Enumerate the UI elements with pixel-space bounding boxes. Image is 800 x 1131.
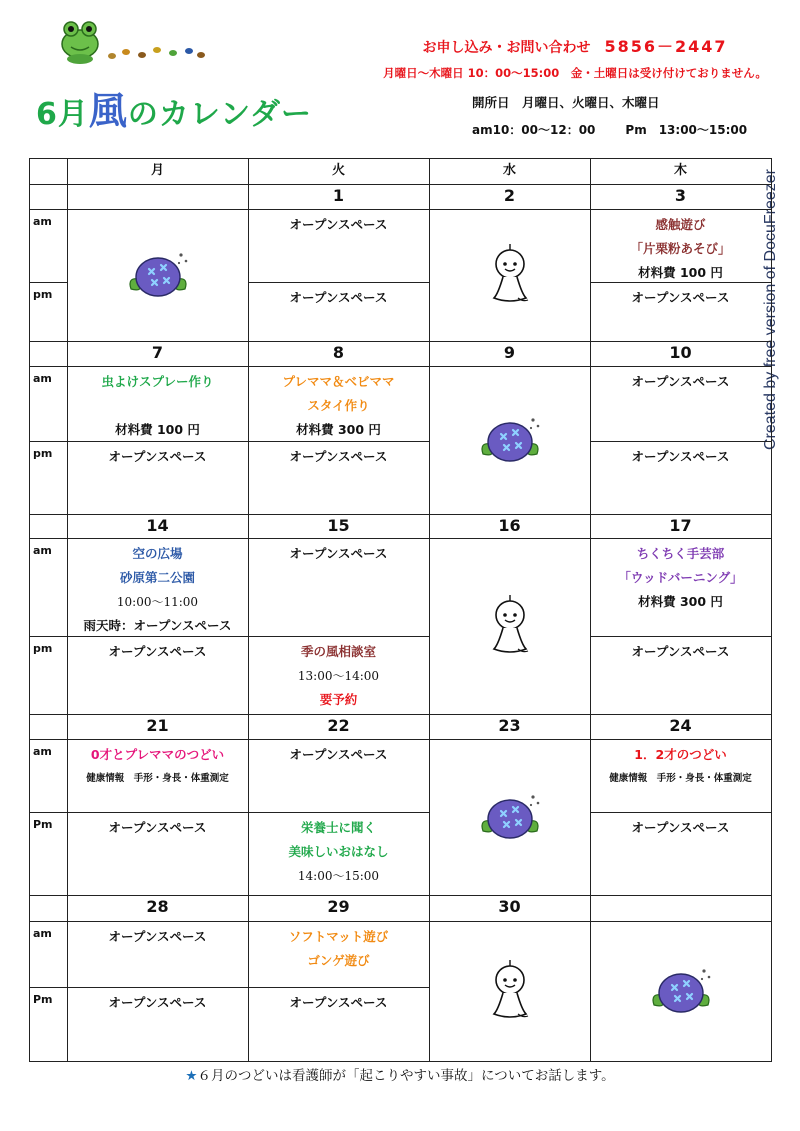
activity-line: オープンスペース: [289, 747, 388, 762]
weekday-header: 木: [673, 163, 687, 178]
pm-activity-cell: [590, 441, 771, 514]
pm-hours: Pm 13:00～15:00: [625, 123, 748, 137]
activity-line: 材料費 300 円: [638, 594, 723, 609]
footnote-text: ６月のつどいは看護師が「起こりやすい事故」についてお話します。: [197, 1068, 615, 1084]
day-number: 15: [327, 516, 350, 535]
pm-activity-cell: [67, 987, 248, 1061]
activity-line: 栄養士に聞く: [300, 820, 376, 835]
activity-line: ちくちく手芸部: [636, 546, 725, 561]
pm-activity-cell: [67, 812, 248, 895]
day-number: 24: [669, 716, 692, 735]
pm-activity-cell: [590, 812, 771, 895]
activity-line: ゴンゲ遊び: [307, 953, 370, 968]
day-number: 3: [674, 186, 687, 205]
grid-line-horizontal: [29, 636, 67, 637]
am-activity-cell: [248, 538, 429, 636]
frog-icon: [60, 14, 210, 76]
activity-line: プレママ＆ベビママ: [282, 374, 395, 389]
activity-line: 材料費 100 円: [115, 422, 200, 437]
activity-line: オープンスペース: [108, 820, 207, 835]
am-label: am: [33, 372, 52, 385]
am-activity-cell: [67, 921, 248, 987]
day-number: 10: [669, 343, 692, 362]
activity-line: オープンスペース: [631, 449, 730, 464]
am-label: am: [33, 215, 52, 228]
day-number: 28: [146, 897, 169, 916]
pm-label: pm: [33, 288, 53, 301]
activity-line: オープンスペース: [631, 374, 730, 389]
am-activity-cell: [590, 366, 771, 441]
activity-line: 虫よけスプレー作り: [101, 374, 214, 389]
activity-line: 健康情報 手形・身長・体重測定: [609, 773, 752, 784]
opening-hours: [472, 93, 747, 138]
day-number: 21: [146, 716, 169, 735]
day-number: 14: [146, 516, 169, 535]
pm-activity-cell: [248, 282, 429, 341]
activity-line: 砂原第二公園: [119, 570, 195, 585]
activity-line: オープンスペース: [289, 449, 388, 464]
activity-line: オープンスペース: [289, 546, 388, 561]
am-label: am: [33, 544, 52, 557]
am-label: am: [33, 745, 52, 758]
activity-line: オープンスペース: [289, 290, 388, 305]
title-kanji: 風: [88, 89, 128, 133]
star-icon: ★: [185, 1068, 198, 1084]
teru-teru-bozu-icon: [488, 244, 532, 310]
am-activity-cell: [590, 209, 771, 282]
day-number: 8: [332, 343, 345, 362]
grid-line-horizontal: [29, 987, 67, 988]
activity-line: 感触遊び: [655, 217, 706, 232]
grid-line-vertical: [771, 159, 772, 1061]
activity-line: 要予約: [319, 692, 358, 707]
activity-line: 1．2才のつどい: [634, 747, 727, 762]
hydrangea-icon: [648, 965, 714, 1021]
grid-line-horizontal: [29, 1061, 771, 1062]
phone-number: 5856－2447: [604, 37, 728, 56]
title-prefix: 6月: [36, 97, 89, 132]
am-activity-cell: [248, 921, 429, 987]
am-hours: am10：00～12：00: [472, 123, 596, 137]
pm-activity-cell: [248, 812, 429, 895]
page-title: [36, 80, 312, 135]
teru-teru-bozu-icon: [488, 960, 532, 1026]
day-number: 1: [332, 186, 345, 205]
activity-line: 0才とプレママのつどい: [90, 747, 225, 762]
activity-line: 雨天時：オープンスペース: [83, 618, 232, 633]
day-number: 23: [498, 716, 521, 735]
am-activity-cell: [67, 366, 248, 441]
am-activity-cell: [248, 366, 429, 441]
activity-line: 14:00～15:00: [297, 869, 380, 883]
activity-line: 「片栗粉あそび」: [630, 241, 731, 256]
day-number: 17: [669, 516, 692, 535]
day-number: 9: [503, 343, 516, 362]
am-activity-cell: [248, 209, 429, 282]
day-number: 30: [498, 897, 521, 916]
contact-info: [360, 34, 790, 81]
activity-line: オープンスペース: [108, 929, 207, 944]
activity-line: オープンスペース: [631, 820, 730, 835]
pm-activity-cell: [248, 987, 429, 1061]
pm-label: pm: [33, 447, 53, 460]
footnote: [0, 1064, 800, 1084]
activity-line: 材料費 300 円: [296, 422, 381, 437]
weekday-header: 月: [150, 163, 164, 178]
grid-line-horizontal: [29, 812, 67, 813]
am-activity-cell: [67, 538, 248, 636]
activity-line: 美味しいおはなし: [288, 844, 389, 859]
contact-label: お申し込み・お問い合わせ: [422, 40, 591, 56]
hydrangea-icon: [125, 249, 191, 305]
weekday-header: 水: [502, 163, 516, 178]
title-suffix: のカレンダー: [127, 97, 312, 132]
pm-activity-cell: [590, 636, 771, 714]
activity-line: オープンスペース: [108, 644, 207, 659]
teru-teru-bozu-icon: [488, 595, 532, 661]
day-number: 2: [503, 186, 516, 205]
am-activity-cell: [248, 739, 429, 812]
grid-line-horizontal: [29, 441, 67, 442]
activity-line: 材料費 100 円: [638, 265, 723, 280]
activity-line: 季の風相談室: [300, 644, 376, 659]
pm-label: pm: [33, 642, 53, 655]
day-number: 16: [498, 516, 521, 535]
pm-activity-cell: [67, 441, 248, 514]
day-number: 22: [327, 716, 350, 735]
am-activity-cell: [67, 739, 248, 812]
pm-activity-cell: [67, 636, 248, 714]
hydrangea-icon: [477, 791, 543, 847]
grid-line-vertical: [429, 159, 430, 1061]
pm-label: Pm: [33, 818, 53, 831]
am-activity-cell: [590, 739, 771, 812]
pm-activity-cell: [248, 441, 429, 514]
day-number: 29: [327, 897, 350, 916]
activity-line: オープンスペース: [108, 449, 207, 464]
activity-line: 空の広場: [132, 546, 183, 561]
activity-line: オープンスペース: [108, 995, 207, 1010]
watermark-text: Created by free version of DocuFreezer: [762, 168, 779, 450]
weekday-header: 火: [331, 163, 345, 178]
pm-activity-cell: [248, 636, 429, 714]
activity-line: ソフトマット遊び: [288, 929, 389, 944]
activity-line: オープンスペース: [289, 995, 388, 1010]
day-number: 7: [151, 343, 164, 362]
activity-line: オープンスペース: [631, 290, 730, 305]
grid-line-vertical: [29, 159, 30, 1061]
activity-line: オープンスペース: [289, 217, 388, 232]
reception-note: 月曜日～木曜日 10：00～15:00 金・土曜日は受け付けておりません。: [383, 66, 767, 80]
hydrangea-icon: [477, 414, 543, 470]
am-label: am: [33, 927, 52, 940]
activity-line: 13:00～14:00: [297, 669, 380, 683]
activity-line: スタイ作り: [307, 398, 370, 413]
grid-line-horizontal: [29, 282, 67, 283]
activity-line: 10:00～11:00: [116, 595, 199, 609]
activity-line: 健康情報 手形・身長・体重測定: [86, 773, 229, 784]
activity-line: [73, 394, 242, 418]
open-days: 開所日 月曜日、火曜日、木曜日: [472, 95, 660, 110]
pm-activity-cell: [590, 282, 771, 341]
activity-line: オープンスペース: [631, 644, 730, 659]
activity-line: 「ウッドバーニング」: [618, 570, 743, 585]
pm-label: Pm: [33, 993, 53, 1006]
am-activity-cell: [590, 538, 771, 636]
calendar-grid: [29, 159, 771, 1061]
